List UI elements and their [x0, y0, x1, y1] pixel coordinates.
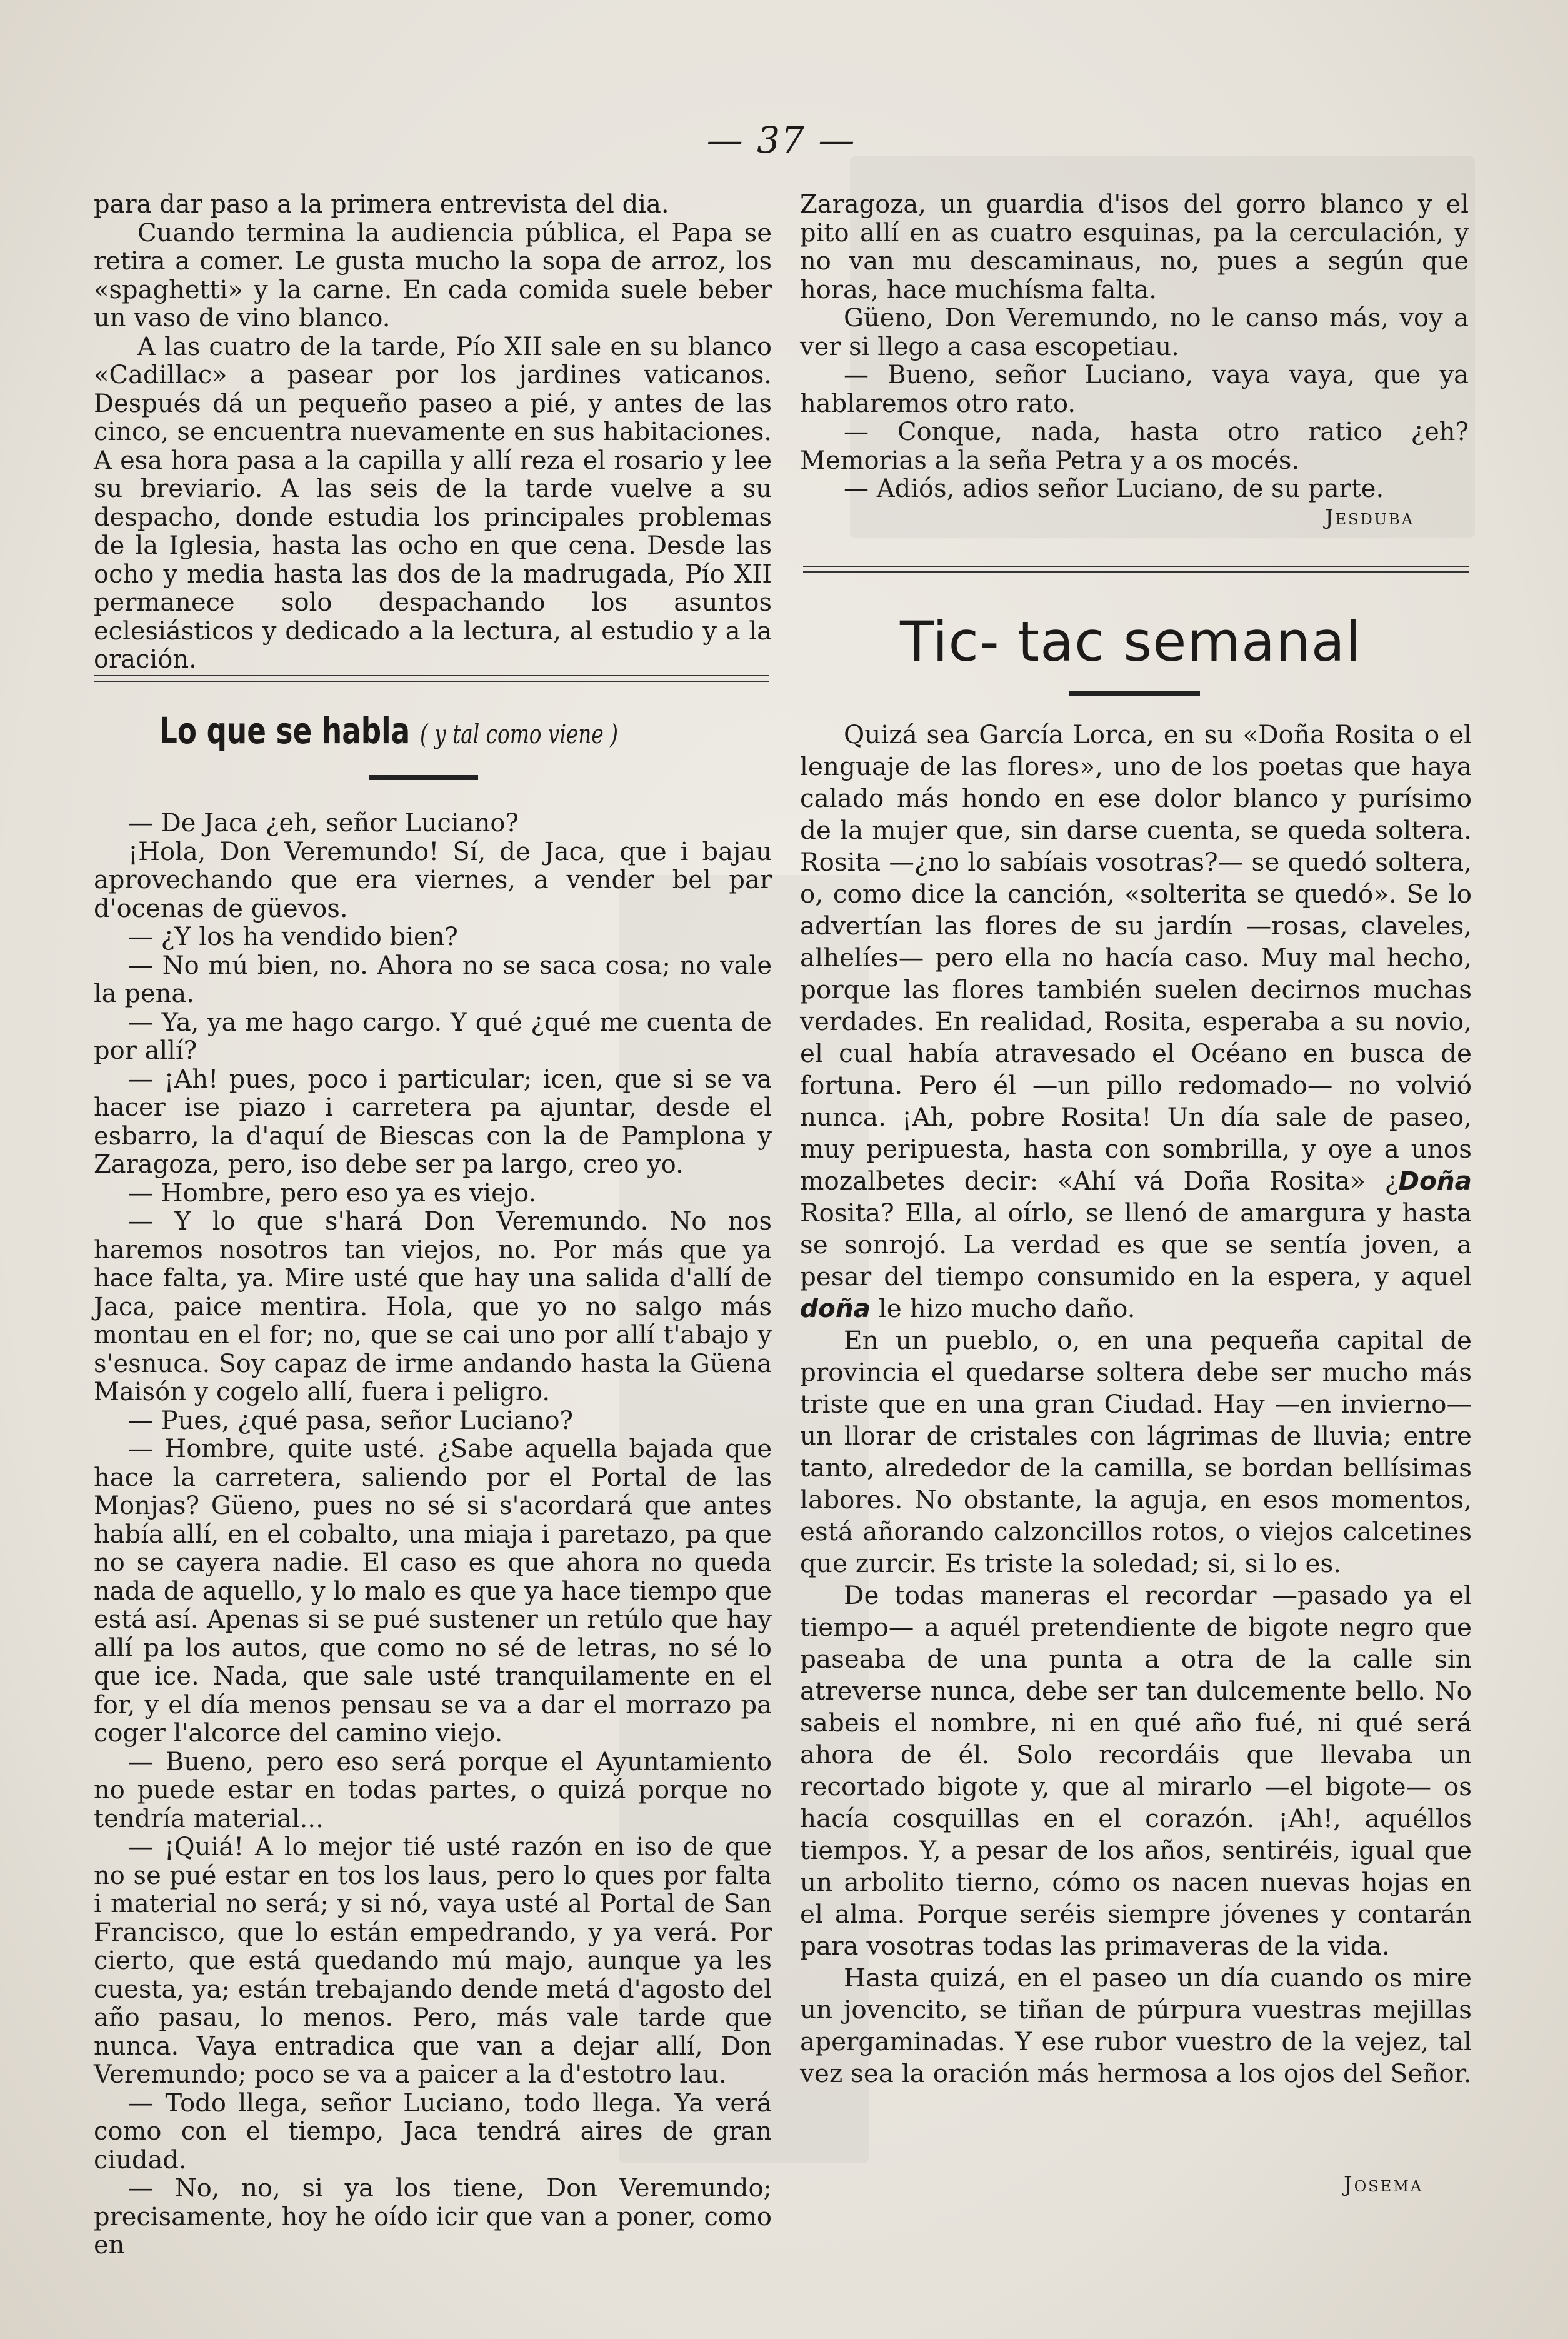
text-run: Rosita? Ella, al oírlo, se llenó de amargura y hasta se sonrojó. La verdad es que se sentía joven, a pesar del tiempo consumido en la espera, y aquel	[800, 1198, 1472, 1291]
paragraph: A las cuatro de la tarde, Pío XII sale en su blanco «Cadillac» a pasear por los jardines vaticanos. Después dá un pequeño paseo a pié, y antes de las cinco, se encuentra nuevamente en sus habitaciones. A esa hora pasa a la capilla y allí reza el rosario y lee su breviario. A las seis de la tarde vuelve a su despacho, donde estudia los principales problemas de la Iglesia, hasta las ocho en que cena. Desde las ocho y media hasta las dos de la madrugada, Pío XII permanece solo despachando los asuntos eclesiásticos y dedicado a la lectura, al estudio y a la oración.	[94, 332, 772, 674]
paragraph: De todas maneras el recordar —pasado ya el tiempo— a aquél pretendiente de bigote negro que paseaba de una punta a otra de la calle sin atreverse nunca, debe ser tan dulcemente bello. No sabeis el nombre, ni en qué año fué, ni qué será ahora de él. Solo recordáis que llevaba un recortado bigote y, que al mirarlo —el bigote— os hacía cosquillas en el corazón. ¡Ah!, aquéllos tiempos. Y, a pesar de los años, sentiréis, igual que un arbolito tierno, cómo os nacen nuevas hojas en el alma. Porque seréis siempre jóvenes y contarán para vosotras todas las primaveras de la vida.	[800, 1580, 1472, 1961]
dialogue-line: — Ya, ya me hago cargo. Y qué ¿qué me cuenta de por allí?	[94, 1008, 772, 1065]
dialogue-line: — ¿Y los ha vendido bien?	[128, 923, 458, 951]
title-underline	[369, 775, 478, 780]
text-run: Quizá sea García Lorca, en su «Doña Rosita o el lenguaje de las flores», uno de los poetas que haya calado más hondo en ese dolor blanco y purísimo de la mujer que, sin darse cuenta, se queda soltera. Rosita —¿no lo sabíais vosotras?— se quedó soltera, o, como dice la canción, «solterita se quedó». Se lo advertían las flores de su jardín —rosas, claveles, alhelíes— pero ella no hacía caso. Muy mal hecho, porque las flores también suelen decirnos muchas verdades. En realidad, Rosita, esperaba a su novio, el cual había atravesado el Océano en busca de fortuna. Pero él —un pillo redomado— no volvió nunca. ¡Ah, pobre Rosita! Un día sale de paseo, muy peripuesta, hasta con sombrilla, y oye a unos mozalbetes decir: «Ahí vá Doña Rosita» ¿	[800, 719, 1472, 1196]
paragraph: Güeno, Don Veremundo, no le canso más, voy a ver si llego a casa escopetiau.	[800, 304, 1469, 361]
paragraph: En un pueblo, o, en una pequeña capital de provincia el quedarse soltera debe ser mucho más triste que en una gran Ciudad. Hay —en invierno— un llorar de cristales con lágrimas de lluvia; entre tanto, alrededor de la camilla, se bordan bellísimas labores. No obstante, la aguja, en esos momentos, está añorando calzoncillos rotos, o viejos calcetines que zurcir. Es triste la soledad; si, si lo es.	[800, 1325, 1472, 1578]
paragraph: Cuando termina la audiencia pública, el Papa se retira a comer. Le gusta mucho la sopa de arroz, los «spaghetti» y la carne. En cada comida suele beber un vaso de vino blanco.	[94, 218, 772, 333]
paragraph: Hasta quizá, en el paseo un día cuando os mire un jovencito, se tiñan de púrpura vuestras mejillas apergaminadas. Y ese rubor vuestro de la vejez, tal vez sea la oración más hermosa a los ojos del Señor.	[800, 1963, 1472, 2088]
text-run: le hizo mucho daño.	[870, 1293, 1136, 1323]
article-heading	[159, 709, 618, 752]
signature: Josema	[1344, 2172, 1424, 2197]
article-body	[800, 719, 1472, 2090]
left-column-top-text	[94, 191, 772, 674]
page-number: — 37 —	[706, 119, 856, 161]
dialogue-line: ¡Hola, Don Veremundo! Sí, de Jaca, que i bajau aprovechando que era viernes, a vender bel par d'ocenas de güevos.	[94, 837, 772, 923]
section-divider	[803, 566, 1469, 573]
emphasis: doña	[800, 1293, 871, 1323]
paragraph: Zaragoza, un guardia d'isos del gorro blanco y el pito allí en as cuatro esquinas, pa la cerculación, y no van mu descaminaus, no, pues a según que horas, hace muchísma falta.	[800, 190, 1469, 304]
dialogue-line: — Hombre, quite usté. ¿Sabe aquella bajada que hace la carretera, saliendo por el Portal de las Monjas? Güeno, pues no sé si s'acordará que antes había allí, en el cobalto, una miaja i paretazo, pa que no se cayera nadie. El caso es que ahora no queda nada de aquello, y lo malo es que ya hace tiempo que está así. Apenas si se pué sustener un retúlo que hay allí pa los autos, que como no sé de letras, no sé lo que ice. Nada, que sale usté tranquilamente en el for, y el día menos pensau se va a dar el morrazo pa coger l'alcorce del camino viejo.	[94, 1435, 772, 1748]
dialogue-line: — Hombre, pero eso ya es viejo.	[128, 1178, 537, 1208]
paragraph	[800, 719, 1472, 1325]
article-subtitle: ( y tal como viene )	[419, 719, 618, 749]
title-underline	[1069, 691, 1200, 696]
emphasis: Doña	[1398, 1166, 1472, 1196]
article-title: Tic- tac semanal	[900, 609, 1362, 674]
signature: Jesduba	[1325, 505, 1415, 530]
section-divider	[94, 675, 769, 682]
dialogue-line: — No, no, si ya los tiene, Don Veremundo; precisamente, hoy he oído icir que van a poner, como en	[94, 2174, 772, 2260]
paragraph: — Adiós, adios señor Luciano, de su parte.	[844, 474, 1384, 503]
dialogue-line: — De Jaca ¿eh, señor Luciano?	[128, 809, 519, 838]
dialogue-text	[94, 809, 772, 2260]
dialogue-line: — ¡Ah! pues, poco i particular; icen, que si se va hacer ise piazo i carretera pa ajuntar, desde el esbarro, la d'aquí de Biescas con la de Pamplona y Zaragoza, pero, iso debe ser pa largo, creo yo.	[94, 1064, 772, 1179]
paragraph: para dar paso a la primera entrevista del dia.	[94, 190, 669, 219]
right-column-top-text	[800, 191, 1469, 504]
dialogue-line: — Bueno, pero eso será porque el Ayuntamiento no puede estar en todas partes, o quizá porque no tendría material...	[94, 1747, 772, 1833]
paragraph: — Conque, nada, hasta otro ratico ¿eh? Memorias a la seña Petra y a os mocés.	[800, 418, 1469, 475]
dialogue-line: — No mú bien, no. Ahora no se saca cosa; no vale la pena.	[94, 951, 772, 1008]
paragraph: — Bueno, señor Luciano, vaya vaya, que ya hablaremos otro rato.	[800, 361, 1469, 418]
article-title: Lo que se habla	[159, 709, 411, 752]
dialogue-line: — Todo llega, señor Luciano, todo llega. Ya verá como con el tiempo, Jaca tendrá aires de gran ciudad.	[94, 2088, 772, 2175]
dialogue-line: — ¡Quiá! A lo mejor tié usté razón en iso de que no se pué estar en tos los laus, pero lo ques por falta i material no será; y si nó, vaya usté al Portal de San Francisco, que lo están empedrando, y ya verá. Por cierto, que está quedando mú majo, aunque ya les cuesta, ya; están trebajando dende metá d'agosto del año pasau, lo menos. Pero, más vale tarde que nunca. Vaya entradica que van a dejar allí, Don Veremundo; poco se va a paicer a la d'estotro lau.	[94, 1833, 772, 2089]
dialogue-line: — Y lo que s'hará Don Veremundo. No nos haremos nosotros tan viejos, no. Por más que ya hace falta, ya. Mire usté que hay una salida d'allí de Jaca, paice mentira. Hola, que yo no salgo más montau en el for; no, que se cai uno por allí t'abajo y s'esnuca. Soy capaz de irme andando hasta la Güena Maisón y cogelo allí, fuera i peligro.	[94, 1207, 772, 1406]
dialogue-line: — Pues, ¿qué pasa, señor Luciano?	[128, 1406, 574, 1435]
